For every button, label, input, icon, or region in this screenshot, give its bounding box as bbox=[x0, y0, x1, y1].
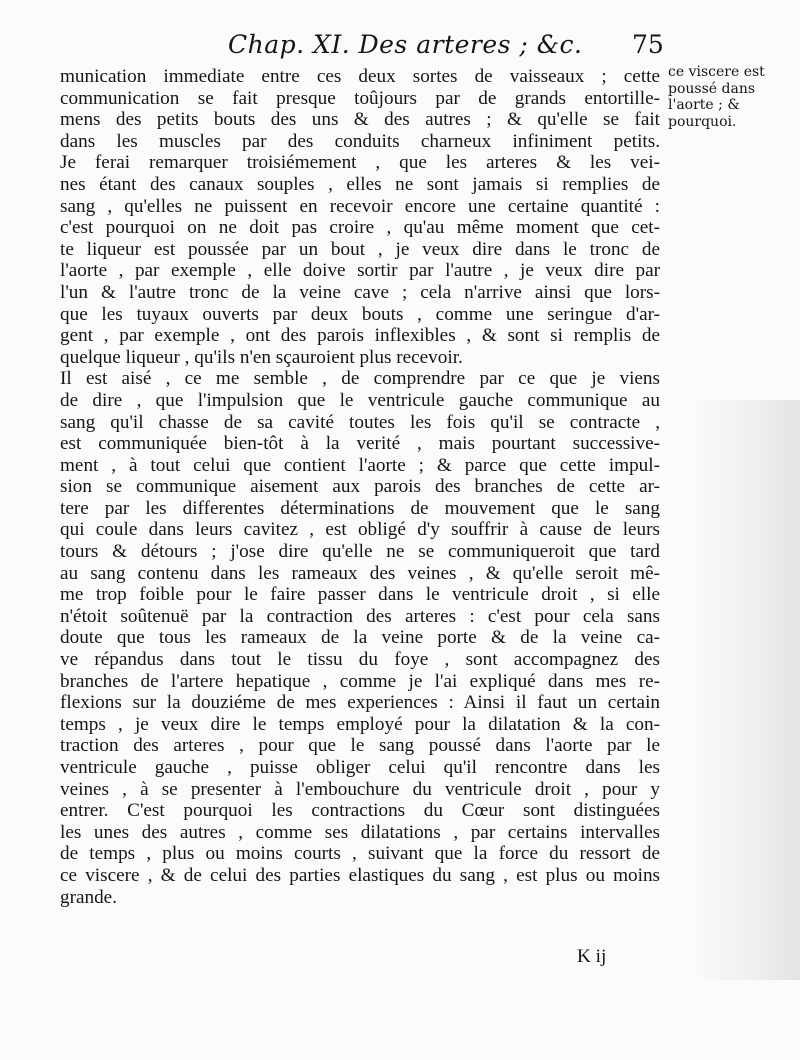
text-line: ment , à tout celui que contient l'aorte ; & parce que cette impul- bbox=[60, 454, 660, 476]
text-line: me trop foible pour le faire passer dans le ventricule droit , si elle bbox=[60, 584, 660, 606]
text-line: dans les muscles par des conduits charneux infiniment petits. bbox=[60, 130, 660, 152]
text-line: l'aorte , par exemple , elle doive sortir par l'autre , je veux dire par bbox=[60, 260, 660, 282]
chapter-title: Chap. XI. Des arteres ; &c. bbox=[228, 30, 583, 59]
text-line: les unes des autres , comme ses dilatations , par certains intervalles bbox=[60, 821, 660, 843]
text-line: gent , par exemple , ont des parois inflexibles , & sont si remplis de bbox=[60, 325, 660, 347]
text-line: doute que tous les rameaux de la veine porte & de la veine ca- bbox=[60, 627, 660, 649]
text-line: de temps , plus ou moins courts , suivant que la force du ressort de bbox=[60, 843, 660, 865]
body-text bbox=[60, 66, 662, 908]
text-line: qui coule dans leurs cavitez , est obligé d'y souffrir à cause de leurs bbox=[60, 519, 660, 541]
text-line: ventricule gauche , puisse obliger celui qu'il rencontre dans les bbox=[60, 757, 660, 778]
catchword: K ij bbox=[577, 946, 607, 967]
text-line: entrer. C'est pourquoi les contractions du Cœur sont distinguées bbox=[60, 800, 660, 822]
text-line: communication se fait presque toûjours par de grands entortille- bbox=[60, 87, 660, 109]
marginal-note-line: poussé dans bbox=[668, 80, 756, 97]
text-line: tere par les differentes déterminations de mouvement que le sang bbox=[60, 497, 660, 519]
text-line: ce viscere , & de celui des parties elastiques du sang , est plus ou moins bbox=[60, 864, 660, 886]
text-line: au sang contenu dans les rameaux des veines , & qu'elle seroit mê- bbox=[60, 562, 660, 584]
text-line: flexions sur la douziéme de mes experiences : Ainsi il faut un certain bbox=[60, 692, 660, 714]
text-line: munication immediate entre ces deux sortes de vaisseaux ; cette bbox=[60, 66, 660, 87]
text-line: quelque liqueur , qu'ils n'en sçauroient plus recevoir. bbox=[60, 346, 463, 368]
text-line: tours & détours ; j'ose dire qu'elle ne se communiqueroit que tard bbox=[60, 541, 660, 563]
marginal-note-line: pourquoi. bbox=[668, 113, 737, 130]
text-line: ve répandus dans tout le tissu du foye , sont accompagnez des bbox=[60, 649, 660, 671]
marginal-note-line: ce viscere est bbox=[668, 64, 765, 80]
text-line: traction des arteres , pour que le sang poussé dans l'aorte par le bbox=[60, 735, 660, 757]
text-line: te liqueur est poussée par un bout , je veux dire dans le tronc de bbox=[60, 238, 660, 260]
text-line: est communiquée bien-tôt à la verité , mais pourtant successive- bbox=[60, 433, 660, 455]
text-line: de dire , que l'impulsion que le ventricule gauche communique au bbox=[60, 389, 660, 411]
text-line: l'un & l'autre tronc de la veine cave ; cela n'arrive ainsi que lors- bbox=[60, 281, 660, 303]
page-number: 75 bbox=[632, 30, 664, 59]
text-line: sang , qu'elles ne puissent en recevoir encore une certaine quantité : bbox=[60, 195, 660, 217]
text-line: que les tuyaux ouverts par deux bouts , comme une seringue d'ar- bbox=[60, 303, 660, 325]
text-line: n'étoit soûtenuë par la contraction des arteres : c'est pour cela sans bbox=[60, 605, 660, 627]
text-line: Il est aisé , ce me semble , de comprendre par ce que je viens bbox=[60, 368, 660, 390]
text-line: sang qu'il chasse de sa cavité toutes les fois qu'il se contracte , bbox=[60, 411, 660, 433]
show-through-shadow bbox=[690, 400, 800, 980]
text-line: mens des petits bouts des uns & des autres ; & qu'elle se fait bbox=[60, 109, 660, 131]
marginal-note-line: l'aorte ; & bbox=[668, 97, 740, 113]
text-line: Je ferai remarquer troisiémement , que les arteres & les vei- bbox=[60, 152, 660, 174]
text-line: nes étant des canaux souples , elles ne sont jamais si remplies de bbox=[60, 173, 660, 195]
text-line: sion se communique aisement aux parois des branches de cette ar- bbox=[60, 476, 660, 498]
text-line: branches de l'artere hepatique , comme je l'ai expliqué dans mes re- bbox=[60, 670, 660, 692]
text-line: veines , à se presenter à l'embouchure du ventricule droit , pour y bbox=[60, 778, 660, 800]
marginal-note bbox=[668, 64, 790, 130]
text-line: grande. bbox=[60, 886, 118, 908]
text-line: temps , je veux dire le temps employé pour la dilatation & la con- bbox=[60, 713, 660, 735]
text-line: c'est pourquoi on ne doit pas croire , qu'au même moment que cet- bbox=[60, 217, 660, 239]
running-head bbox=[0, 30, 760, 64]
